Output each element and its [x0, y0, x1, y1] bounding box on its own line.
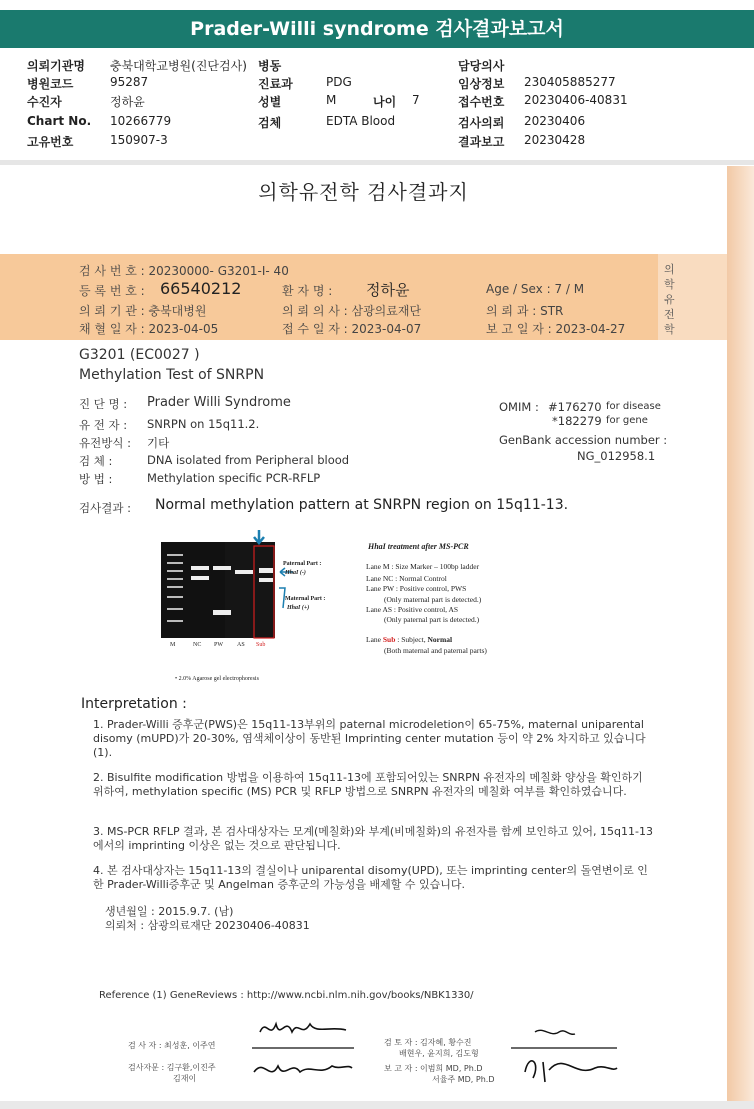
side-char: 유 [664, 293, 675, 306]
patient-name: 정하윤 [366, 281, 410, 299]
side-char: 전 [664, 308, 675, 321]
lane-nc: NC [193, 642, 202, 648]
maternal-enzyme: HhaI (+) [287, 605, 310, 611]
collection-date: 채 혈 일 자 : 2023-04-05 [79, 322, 219, 336]
paragraph-3: 3. MS-PCR RFLP 결과, 본 검사대상자는 모계(메칠화)와 부계(비메칠화)의 유전자를 함께 보인하고 있어, 15q11-13에서의 imprinting 이상은 없는 것으로 판단됩니다. [93, 825, 653, 852]
header-label: 접수번호 [458, 95, 505, 109]
omim-gene: *182279 [552, 414, 602, 428]
paragraph-2: 2. Bisulfite modification 방법을 이용하여 15q11-13에 포함되어있는 SNRPN 유전자의 메칠화 양상을 확인하기 위하여, methylation specific (MS) PCR 및 RFLP 방법으로 SNRPN 유전자의 메칠화 여부를 확인하였습니다. [93, 771, 643, 798]
header-label: 수진자 [27, 95, 62, 109]
gel-footnote: • 2.0% Agarose gel electrophoresis [175, 676, 259, 682]
header-value: 충북대학교병원(진단검사) [110, 59, 247, 73]
paternal-enzyme: HhaI (-) [285, 570, 306, 576]
requesting-doctor: 의 뢰 의 사 : 삼광의료재단 [282, 304, 422, 318]
lane-pw: PW [214, 642, 223, 648]
header-label: 병동 [258, 59, 282, 73]
omim-disease: #176270 [548, 400, 602, 414]
scan-edge [727, 166, 754, 1101]
header-value: 20230406 [524, 114, 586, 128]
birth-date: 생년월일 : 2015.9.7. (남) [105, 905, 234, 918]
header-label: 진료과 [258, 77, 293, 91]
legend-line: (Only maternal part is detected.) [384, 595, 482, 604]
receipt-date: 접 수 일 자 : 2023-04-07 [282, 322, 422, 336]
test-number: 검 사 번 호 : 20230000- G3201-I- 40 [79, 264, 289, 278]
advisor-2: 김재이 [173, 1074, 197, 1083]
registration-label: 등 록 번 호 : [79, 284, 145, 298]
header-value: M [326, 93, 337, 107]
header-label: 병원코드 [27, 77, 74, 91]
maternal-label: Maternal Part : [285, 596, 326, 602]
legend-sub-note: (Both maternal and paternal parts) [384, 646, 487, 655]
reporter: 보 고 자 : 이범희 MD, Ph.D [384, 1064, 483, 1073]
legend-line: Lane NC : Normal Control [366, 574, 447, 583]
legend-sub: Lane Sub : Subject, Normal [366, 635, 453, 644]
field-label: 진 단 명 : [79, 397, 128, 411]
lane-labels [170, 642, 265, 648]
legend-line: Lane AS : Positive control, AS [366, 605, 459, 614]
advisor: 검사자문 : 김구환,이진주 [128, 1063, 216, 1072]
signature-tester [240, 1010, 360, 1088]
omim-disease-text: for disease [606, 401, 661, 412]
header-label: 성별 [258, 95, 282, 109]
legend-line: (Only paternal part is detected.) [384, 615, 480, 624]
age-label: 나이 [373, 95, 397, 109]
genbank-value: NG_012958.1 [577, 449, 656, 463]
divider [0, 160, 754, 165]
report-title: Prader-Willi syndrome 검사결과보고서 [0, 10, 754, 48]
header-label: 검체 [258, 116, 282, 130]
reviewer: 검 토 자 : 김자혜, 황수진 [384, 1038, 472, 1047]
reference: Reference (1) GeneReviews : http://www.ncbi.nlm.nih.gov/books/NBK1330/ [99, 990, 474, 1001]
side-char: 학 [664, 323, 675, 336]
genbank-label: GenBank accession number : [499, 433, 668, 447]
requester: 의뢰처 : 삼광의료재단 20230406-40831 [105, 919, 310, 932]
gel-figure [155, 528, 360, 688]
header-value: 정하윤 [110, 95, 145, 109]
header-label: Chart No. [27, 114, 92, 128]
omim-gene-text: for gene [606, 415, 648, 426]
report-date: 보 고 일 자 : 2023-04-27 [486, 322, 626, 336]
lane-sub: Sub [256, 642, 266, 648]
tester: 검 사 자 : 최성훈, 이주연 [128, 1041, 216, 1050]
lane-m: M [170, 642, 176, 648]
age-sex: Age / Sex : 7 / M [486, 282, 585, 296]
document-title: 의학유전학 검사결과지 [258, 180, 469, 204]
header-value: 230405885277 [524, 75, 616, 89]
header-value: 150907-3 [110, 133, 168, 147]
result-label: 검사결과 : [79, 501, 131, 515]
arrow-down-icon [254, 530, 264, 543]
method-title: Methylation Test of SNRPN [79, 367, 265, 383]
field-label: 방 법 : [79, 472, 113, 486]
result-value: Normal methylation pattern at SNRPN region on 15q11-13. [155, 497, 569, 513]
header-value: EDTA Blood [326, 114, 396, 128]
header-value: 20230428 [524, 133, 586, 147]
field-value: 기타 [147, 436, 170, 450]
header-value: 10266779 [110, 114, 172, 128]
signature-reviewer [505, 1022, 625, 1092]
legend-title: HhaI treatment after MS-PCR [368, 542, 469, 551]
registration-number: 66540212 [160, 279, 242, 298]
header-label: 고유번호 [27, 135, 74, 149]
header-label: 의뢰기관명 [27, 59, 85, 73]
legend-line: Lane PW : Positive control, PWS [366, 584, 467, 593]
side-label [664, 262, 676, 337]
reviewer-2: 배현우, 윤지희, 김도형 [399, 1049, 479, 1058]
header-label: 검사의뢰 [458, 116, 505, 130]
paragraph-4: 4. 본 검사대상자는 15q11-13의 결실이나 uniparental disomy(UPD), 또는 imprinting center의 돌연변이로 인한 Prader-Willi증후군 및 Angelman 증후군의 가능성을 배제할 수 있습니다. [93, 864, 648, 891]
side-char: 학 [664, 278, 675, 291]
lane-as: AS [237, 642, 245, 648]
header-label: 임상정보 [458, 77, 505, 91]
field-value: Methylation specific PCR-RFLP [147, 471, 321, 485]
legend-line: Lane M : Size Marker – 100bp ladder [366, 562, 480, 571]
bottom-band [0, 1101, 754, 1109]
paragraph-1: 1. Prader-Willi 증후군(PWS)은 15q11-13부위의 paternal microdeletion이 65-75%, maternal uniparental disomy (mUPD)가 20-30%, 염색체이상이 동반된 Imprinting center mutation 등이 약 2% 차지하고 있습니다 (1). [93, 718, 646, 759]
patient-label: 환 자 명 : [282, 284, 333, 298]
age-value: 7 [412, 93, 420, 107]
omim-label: OMIM : [499, 400, 539, 414]
header-label: 담당의사 [458, 59, 505, 73]
header-value: PDG [326, 75, 352, 89]
header-value: 95287 [110, 75, 149, 89]
reporter-2: 서율주 MD, Ph.D [432, 1075, 495, 1084]
field-label: 검 체 : [79, 454, 113, 468]
field-value: Prader Willi Syndrome [147, 395, 291, 410]
interpretation-title: Interpretation : [81, 696, 187, 712]
field-value: SNRPN on 15q11.2. [147, 417, 260, 431]
requesting-department: 의 뢰 과 : STR [486, 304, 564, 318]
header-value: 20230406-40831 [524, 93, 628, 107]
side-char: 의 [664, 263, 675, 276]
gel-image-3 [225, 542, 275, 638]
requesting-institution: 의 뢰 기 관 : 충북대병원 [79, 304, 207, 318]
field-value: DNA isolated from Peripheral blood [147, 453, 350, 467]
test-code: G3201 (EC0027 ) [79, 347, 200, 363]
paternal-label: Paternal Part : [283, 561, 322, 567]
header-label: 결과보고 [458, 135, 505, 149]
field-label: 유전방식 : [79, 436, 131, 450]
field-label: 유 전 자 : [79, 418, 128, 432]
